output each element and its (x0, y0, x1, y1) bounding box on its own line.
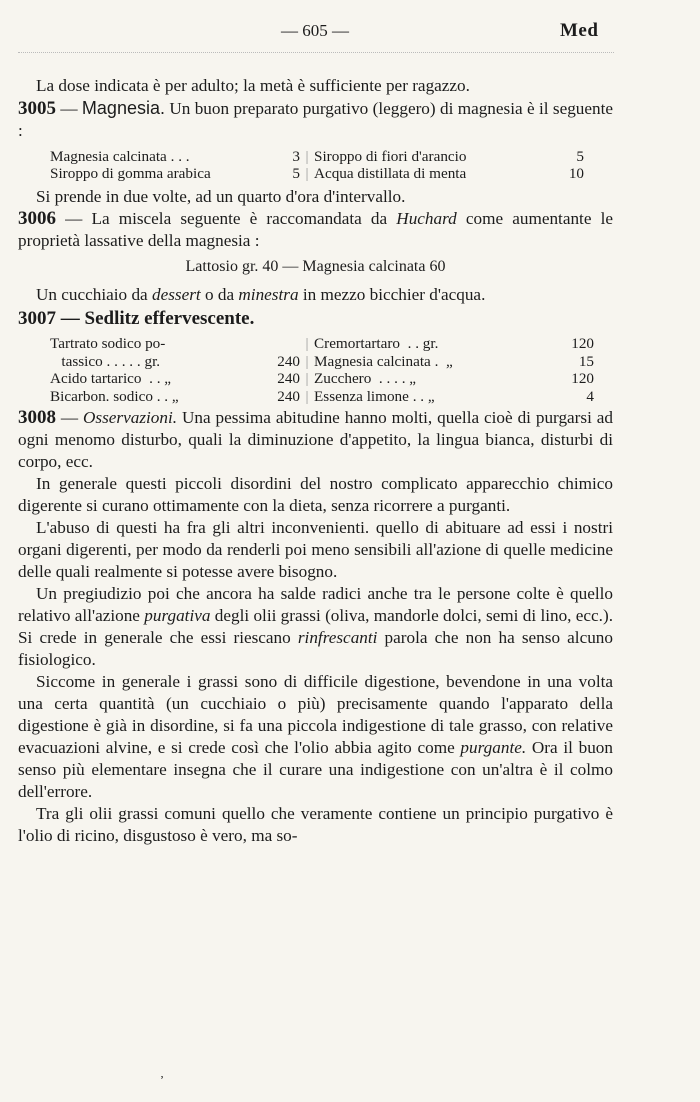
ingredient: Siroppo di fiori d'arancio (314, 148, 467, 165)
ingredient: Acido tartarico . . „ (50, 370, 172, 387)
column-divider: | (305, 335, 309, 352)
text: parola che non ha senso alcuno fisiologico. (18, 628, 613, 669)
quantity: 5 (576, 148, 584, 165)
text: Siccome in generale i grassi sono di difficile digestione, bevendone in una volta una certa quantità (un cucchiaio o più) precisamente quando l'apparato della digestione è già in disordine, si fa una piccola indigestione di tale grasso, con relative evacuazioni alvine, e si crede così che l'olio abbia agito come (18, 672, 613, 757)
text: Un cucchiaio da (36, 285, 152, 304)
column-divider: | (305, 165, 309, 182)
section-text: Un buon preparato purgativo (leggero) di magnesia è il seguente : (18, 99, 614, 140)
emphasis: dessert (151, 285, 201, 304)
section-number: 3006 (18, 208, 56, 229)
quantity: 5 (292, 165, 300, 182)
page-body (18, 75, 613, 847)
quantity: 240 (277, 352, 300, 370)
paragraph: In generale questi piccoli disordini del nostro complicato apparecchio chimico digerente si curano ottimamente con la dieta, senza ricorrere a purganti. (18, 474, 613, 515)
emphasis: purgativa (144, 606, 211, 625)
table-row (50, 165, 613, 182)
ingredient: tassico . . . . . gr. (50, 352, 161, 370)
quantity: 3 (292, 148, 300, 165)
quantity: 15 (578, 352, 594, 370)
paragraph-dose: La dose indicata è per adulto; la metà è sufficiente per ragazzo. (36, 76, 470, 95)
ingredient: Acqua distillata di menta (314, 165, 467, 182)
section-number: 3008 (18, 407, 56, 428)
column-divider: | (305, 387, 309, 405)
quantity: 240 (277, 370, 300, 387)
paragraph (18, 671, 613, 803)
table-row (50, 388, 613, 406)
header-rule (18, 52, 614, 53)
quantity: 120 (571, 370, 594, 387)
emphasis: purgante. (460, 738, 527, 757)
section-title: — Sedlitz effervescente. (56, 308, 255, 329)
text: o da (200, 285, 239, 304)
quantity: 4 (586, 387, 594, 405)
section-3007 (18, 308, 613, 330)
stray-mark: ‚ (160, 1066, 164, 1080)
emphasis: minestra (238, 285, 299, 304)
section-text: come aumentante le proprietà lassative della magnesia : (18, 209, 613, 250)
ingredient: Zucchero . . . . „ (314, 370, 417, 387)
quantity: 10 (568, 165, 584, 182)
section-number: 3007 (18, 308, 56, 329)
text: in mezzo bicchier d'acqua. (298, 285, 486, 304)
page-number: — 605 — (281, 21, 349, 40)
column-divider: | (305, 370, 309, 387)
table-row (50, 353, 613, 371)
text: degli olii grassi (oliva, mandorle dolci, semi di lino, ecc.). Si crede in generale che essi riescano (18, 606, 613, 647)
section-title: Magnesia. (81, 98, 165, 118)
column-divider: | (305, 352, 309, 370)
ingredient: Magnesia calcinata . . . (50, 148, 190, 165)
formula-line: Lattosio gr. 40 — Magnesia calcinata 60 (185, 258, 446, 275)
section-dash: — (56, 408, 84, 427)
table-row (50, 148, 613, 165)
paragraph-dosage: Si prende in due volte, ad un quarto d'ora d'intervallo. (36, 187, 406, 206)
recipe-table-3007 (50, 335, 613, 405)
page-header (18, 20, 612, 46)
ingredient: Essenza limone . . „ (314, 387, 435, 405)
section-3005 (18, 97, 613, 142)
running-head: Med (560, 20, 599, 41)
emphasis: rinfrescanti (297, 628, 378, 647)
ingredient: Magnesia calcinata . „ (314, 352, 453, 370)
text: Ora il buon senso più elementare insegna che il curare una indigestione con un'altra è il colmo dell'errore. (18, 738, 613, 801)
ingredient: Bicarbon. sodico . . „ (50, 387, 179, 405)
paragraph: Tra gli olii grassi comuni quello che veramente contiene un principio purgativo è l'olio di ricino, disgustoso è vero, ma so- (18, 804, 613, 845)
paragraph (18, 583, 613, 671)
section-text: — La miscela seguente è raccomandata da (56, 209, 397, 228)
section-title: Osservazioni. (83, 408, 178, 427)
ingredient: Cremortartaro . . gr. (314, 335, 439, 352)
table-row (50, 335, 613, 353)
ingredient: Siroppo di gomma arabica (50, 165, 211, 182)
quantity: 120 (571, 335, 594, 352)
recipe-table-3005 (50, 148, 613, 182)
quantity: 240 (277, 387, 300, 405)
section-3008 (18, 407, 613, 473)
section-dash: — (56, 99, 82, 118)
column-divider: | (305, 148, 309, 165)
ingredient: Tartrato sodico po- (50, 335, 166, 352)
section-text: Una pessima abitudine hanno molti, quella cioè di purgarsi ad ogni menomo disturbo, quali la diminuzione d'appetito, la lingua bianca, disturbi di corpo, ecc. (18, 408, 613, 471)
table-row (50, 370, 613, 388)
paragraph-usage (18, 284, 613, 306)
text: Un pregiudizio poi che ancora ha salde radici anche tra le persone colte è quello relativo all'azione (18, 584, 613, 625)
section-number: 3005 (18, 98, 56, 119)
author-name: Huchard (396, 209, 457, 228)
section-3006 (18, 208, 613, 252)
paragraph: L'abuso di questi ha fra gli altri inconvenienti. quello di abituare ad essi i nostri organi digerenti, per modo da renderli poi meno sensibili all'azione di quelle medicine delle quali realmente si potesse avere bisogno. (18, 518, 613, 581)
